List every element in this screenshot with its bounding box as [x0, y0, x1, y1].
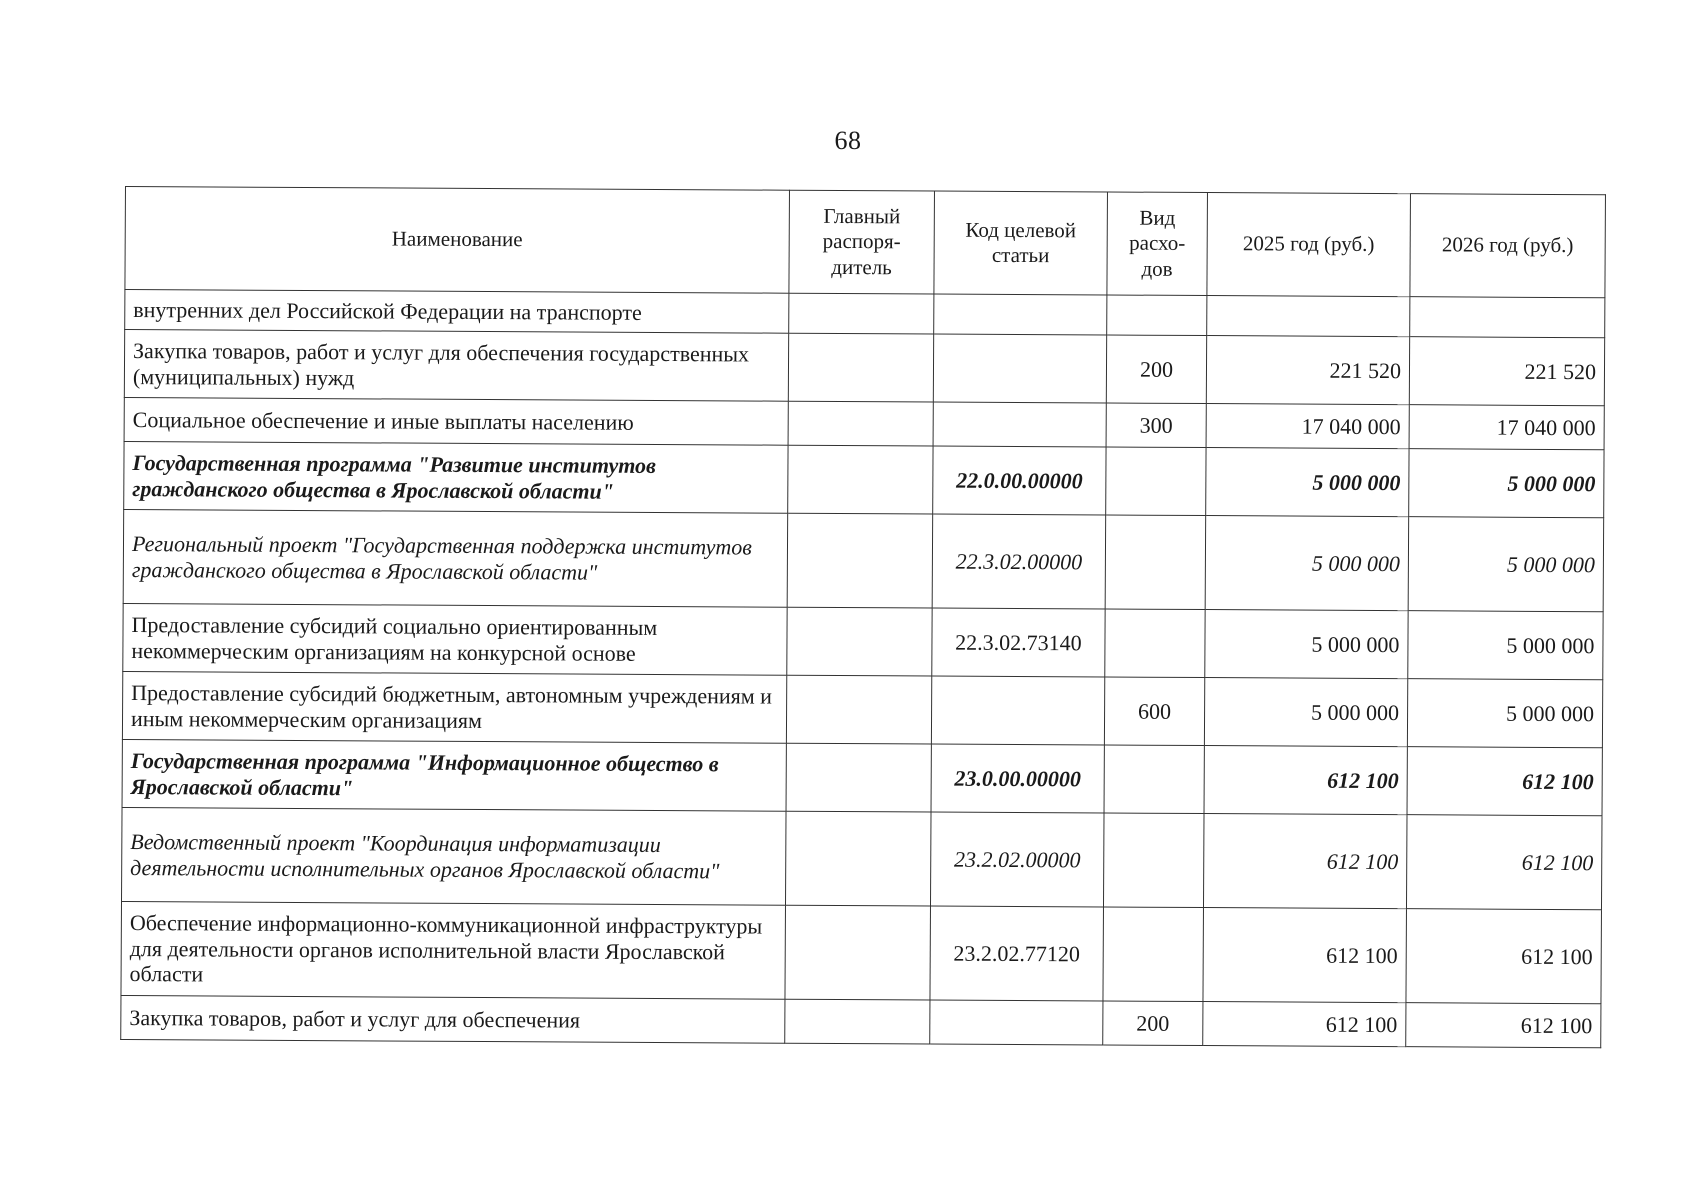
cell-type	[1105, 515, 1206, 610]
cell-2026: 221 520	[1409, 337, 1604, 406]
table-row	[121, 901, 1602, 1003]
cell-code: 23.2.02.77120	[930, 906, 1104, 1001]
cell-2025: 221 520	[1206, 336, 1409, 405]
cell-admin	[788, 401, 933, 446]
cell-admin	[786, 743, 931, 812]
cell-code: 22.3.02.00000	[932, 514, 1106, 609]
header-code: Код целевой статьи	[934, 191, 1108, 295]
table-header-row	[125, 187, 1606, 298]
cell-2025: 612 100	[1203, 1002, 1406, 1047]
cell-2026: 5 000 000	[1408, 611, 1603, 680]
header-name: Наименование	[125, 187, 790, 294]
budget-table-container	[120, 186, 1605, 1048]
cell-name: Региональный проект "Государственная поддержка институтов гражданского общества в Ярославской области"	[123, 509, 788, 607]
cell-admin	[785, 905, 931, 1000]
cell-2026: 17 040 000	[1409, 405, 1604, 450]
cell-code: 22.0.00.00000	[933, 446, 1106, 515]
table-row	[123, 603, 1603, 679]
cell-name: Предоставление субсидий бюджетным, автономным учреждениям и иным некоммерческим организациям	[122, 671, 786, 743]
table-row	[121, 995, 1601, 1047]
budget-table	[120, 186, 1606, 1048]
cell-admin	[787, 513, 933, 608]
cell-2025: 612 100	[1203, 814, 1407, 909]
cell-name: Государственная программа "Информационное общество в Ярославской области"	[122, 739, 786, 811]
cell-2025: 5 000 000	[1205, 610, 1408, 679]
page-number: 68	[834, 126, 862, 155]
cell-type: 200	[1106, 335, 1206, 404]
cell-2026	[1410, 297, 1605, 338]
cell-2025: 612 100	[1203, 908, 1407, 1003]
cell-code	[933, 334, 1106, 403]
table-row	[124, 441, 1604, 517]
cell-type	[1106, 447, 1206, 516]
table-body	[121, 290, 1605, 1048]
header-2026: 2026 год (руб.)	[1410, 194, 1606, 298]
cell-2025: 5 000 000	[1206, 448, 1409, 517]
table-row	[122, 671, 1602, 747]
cell-name: Социальное обеспечение и иные выплаты населению	[124, 397, 788, 445]
cell-2025: 612 100	[1204, 746, 1407, 815]
cell-code	[930, 1000, 1103, 1045]
table-row	[123, 509, 1604, 611]
cell-type: 300	[1106, 403, 1206, 448]
cell-2026: 5 000 000	[1407, 679, 1602, 748]
cell-code	[933, 402, 1106, 447]
header-admin: Главный распоря-дитель	[789, 190, 935, 294]
cell-2026: 612 100	[1406, 909, 1602, 1004]
cell-name: Предоставление субсидий социально ориентированным некоммерческим организациям на конкурсной основе	[123, 603, 787, 675]
cell-2026: 5 000 000	[1408, 517, 1604, 612]
header-2025: 2025 год (руб.)	[1207, 193, 1411, 297]
table-row	[122, 739, 1602, 815]
cell-name: Ведомственный проект "Координация информатизации деятельности исполнительных органов Ярославской области"	[122, 807, 787, 905]
cell-code	[931, 676, 1104, 745]
cell-2025: 5 000 000	[1204, 678, 1407, 747]
cell-2025	[1207, 296, 1410, 337]
cell-2026: 612 100	[1406, 1003, 1601, 1048]
cell-type	[1103, 907, 1204, 1002]
cell-type	[1104, 745, 1204, 814]
cell-admin	[788, 445, 933, 514]
cell-admin	[788, 333, 933, 402]
cell-2026: 612 100	[1407, 747, 1602, 816]
cell-name: Закупка товаров, работ и услуг для обеспечения	[121, 995, 785, 1043]
cell-name: Закупка товаров, работ и услуг для обеспечения государственных (муниципальных) нужд	[124, 330, 788, 402]
table-row	[122, 807, 1603, 909]
header-type: Вид расхо-дов	[1107, 192, 1208, 296]
cell-2026: 612 100	[1406, 815, 1602, 910]
cell-code: 23.2.02.00000	[930, 812, 1104, 907]
cell-name: Обеспечение информационно-коммуникационной инфраструктуры для деятельности органов исполнительной власти Ярославской области	[121, 901, 786, 999]
cell-admin	[785, 999, 930, 1044]
cell-code: 22.3.02.73140	[932, 608, 1105, 677]
cell-2026: 5 000 000	[1409, 449, 1604, 518]
cell-type	[1105, 609, 1205, 678]
cell-admin	[787, 607, 932, 676]
cell-type	[1107, 295, 1207, 336]
table-row	[124, 330, 1604, 406]
cell-admin	[789, 293, 934, 334]
cell-code	[934, 294, 1107, 335]
cell-admin	[786, 675, 931, 744]
cell-admin	[785, 811, 931, 906]
cell-name: внутренних дел Российской Федерации на транспорте	[125, 290, 789, 334]
cell-code: 23.0.00.00000	[931, 744, 1104, 813]
cell-type: 600	[1104, 677, 1204, 746]
cell-type: 200	[1103, 1001, 1203, 1046]
cell-type	[1103, 813, 1204, 908]
cell-name: Государственная программа "Развитие институтов гражданского общества в Ярославской области"	[124, 441, 788, 513]
cell-2025: 17 040 000	[1206, 404, 1409, 449]
cell-2025: 5 000 000	[1205, 516, 1409, 611]
